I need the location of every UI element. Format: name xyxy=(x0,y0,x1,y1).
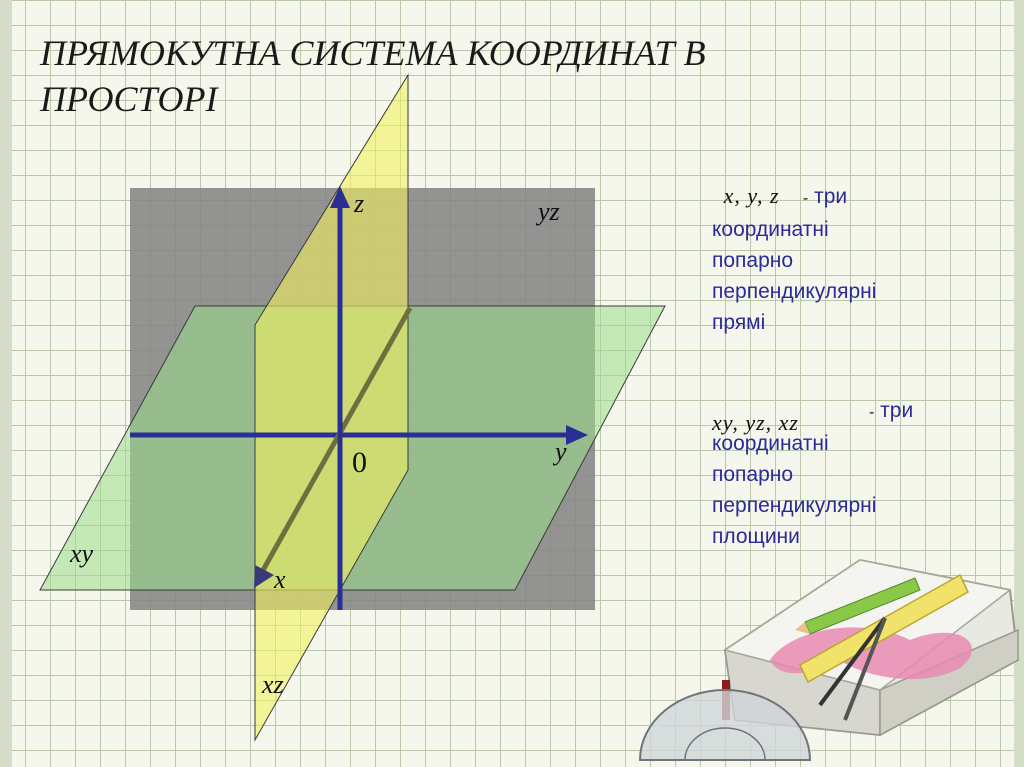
axes-line-4: прямі xyxy=(712,311,766,334)
planes-line-1: координатні xyxy=(712,432,829,455)
planes-dash: - xyxy=(869,404,875,421)
title-line-1: ПРЯМОКУТНА СИСТЕМА КООРДИНАТ В xyxy=(40,33,706,73)
planes-line-4: площини xyxy=(712,525,800,548)
plane-xz-label: xz xyxy=(262,670,284,699)
planes-note-head xyxy=(712,397,992,435)
axis-x-label: x xyxy=(274,565,286,594)
axes-note-head xyxy=(712,180,992,214)
axis-z-label: z xyxy=(354,189,365,218)
planes-line-2: попарно xyxy=(712,463,794,486)
plane-yz-label: yz xyxy=(538,197,560,226)
book-with-ruler-pencil-compass-protractor-icon xyxy=(630,555,1024,767)
axes-math: x, y, z xyxy=(723,183,780,208)
planes-line-3: перпендикулярні xyxy=(712,494,877,517)
axes-line-1: координатні xyxy=(712,218,829,241)
plane-xy-label: xy xyxy=(70,539,94,568)
planes-math: xy, yz, xz xyxy=(712,410,799,435)
axes-note xyxy=(712,180,992,338)
planes-note-tail xyxy=(869,395,913,428)
axes-dash: - xyxy=(802,190,809,207)
axes-line-2: попарно xyxy=(712,249,794,272)
planes-word: три xyxy=(880,399,914,422)
axes-word: три xyxy=(814,185,848,208)
axes-line-3: перпендикулярні xyxy=(712,280,877,303)
origin-label: 0 xyxy=(352,446,367,479)
title-line-2: ПРОСТОРІ xyxy=(40,79,218,119)
planes-note xyxy=(712,397,992,552)
axis-y-label: y xyxy=(555,437,567,466)
plane-xz xyxy=(255,75,408,740)
